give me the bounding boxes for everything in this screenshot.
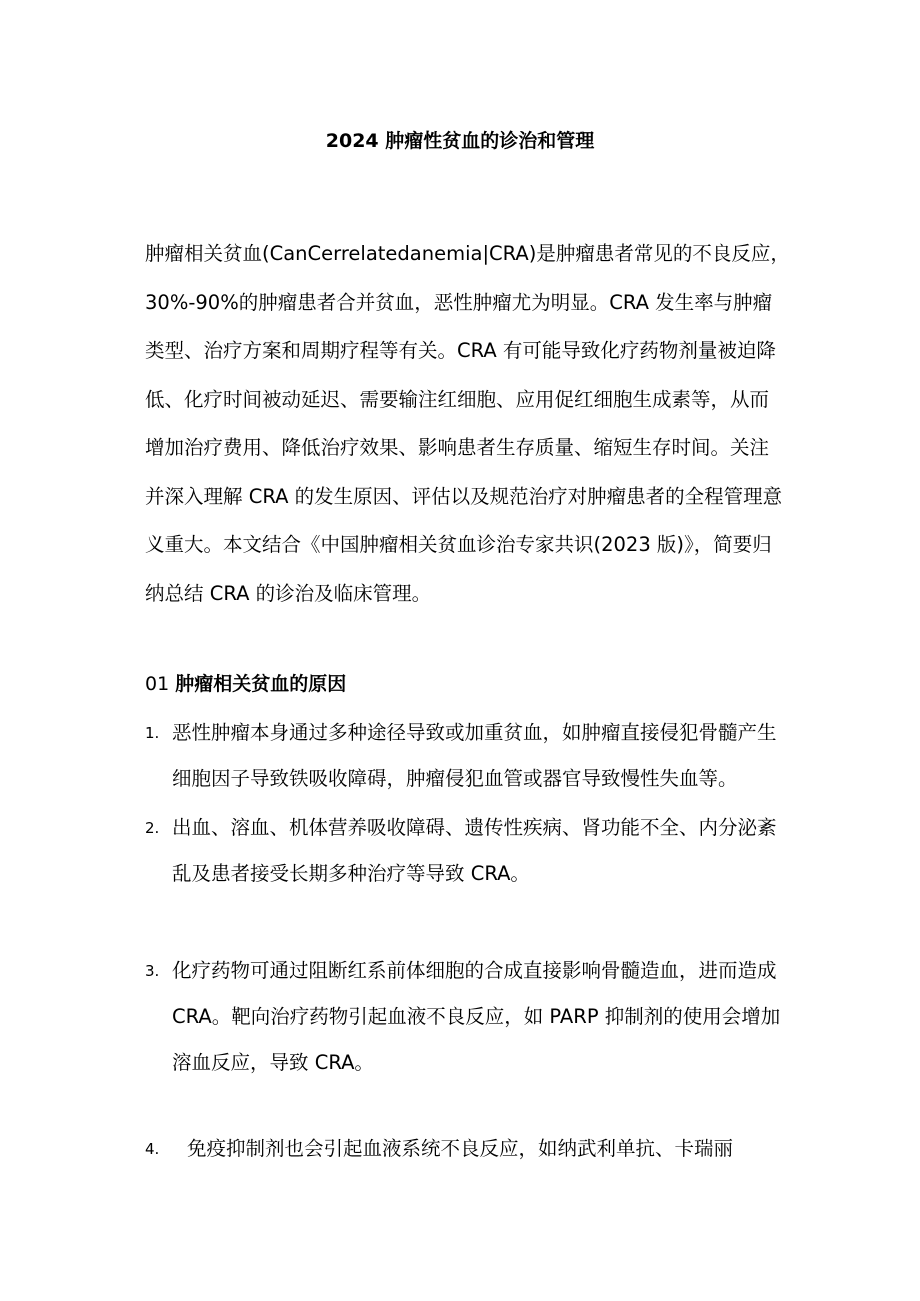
list-item-number: 4.: [145, 1140, 160, 1158]
list-item-line: 恶性肿瘤本身通过多种途径导致或加重贫血，如肿瘤直接侵犯骨髓产生: [172, 721, 777, 744]
section-number: 01: [145, 673, 170, 695]
section-heading: [145, 666, 346, 702]
list-item-body: [172, 948, 802, 1086]
list-item-line: 细胞因子导致铁吸收障碍，肿瘤侵犯血管或器官导致慢性失血等。: [172, 767, 738, 790]
list-item-body: [172, 710, 802, 802]
intro-line: 增加治疗费用、降低治疗效果、影响患者生存质量、缩短生存时间。关注: [145, 436, 770, 459]
list-item-line: 溶血反应，导致 CRA。: [172, 1051, 374, 1074]
intro-line: 并深入理解 CRA 的发生原因、评估以及规范治疗对肿瘤患者的全程管理意: [145, 484, 783, 508]
intro-line: 30%-90%的肿瘤患者合并贫血，恶性肿瘤尤为明显。CRA 发生率与肿瘤: [145, 290, 773, 314]
list-item-body: [187, 1126, 817, 1172]
document-title: 2024 肿瘤性贫血的诊治和管理: [325, 130, 595, 152]
list-item-body: [172, 805, 802, 897]
list-item-line: 免疫抑制剂也会引起血液系统不良反应，如纳武利单抗、卡瑞丽: [187, 1137, 734, 1160]
list-item-line: 乱及患者接受长期多种治疗等导致 CRA。: [172, 862, 530, 885]
intro-line: 类型、治疗方案和周期疗程等有关。CRA 有可能导致化疗药物剂量被迫降: [145, 339, 776, 362]
intro-line: 低、化疗时间被动延迟、需要输注红细胞、应用促红细胞生成素等，从而: [145, 387, 770, 411]
list-item-line: CRA。靶向治疗药物引起血液不良反应，如 PARP 抑制剂的使用会增加: [172, 1005, 781, 1028]
list-item-number: 3.: [145, 962, 160, 980]
list-item-line: 出血、溶血、机体营养吸收障碍、遗传性疾病、肾功能不全、内分泌紊: [172, 816, 777, 839]
list-item-line: 化疗药物可通过阻断红系前体细胞的合成直接影响骨髓造血，进而造成: [172, 959, 777, 982]
intro-line: 纳总结 CRA 的诊治及临床管理。: [145, 581, 432, 605]
intro-line: 肿瘤相关贫血(CanCerrelatedanemia|CRA)是肿瘤患者常见的不良反应，: [145, 242, 790, 265]
list-item-number: 2.: [145, 819, 160, 837]
list-item-number: 1.: [145, 724, 160, 742]
section-heading-text: 肿瘤相关贫血的原因: [175, 673, 347, 695]
intro-line: 义重大。本文结合《中国肿瘤相关贫血诊治专家共识(2023 版)》，简要归: [145, 533, 772, 556]
intro-paragraph: [145, 230, 795, 618]
